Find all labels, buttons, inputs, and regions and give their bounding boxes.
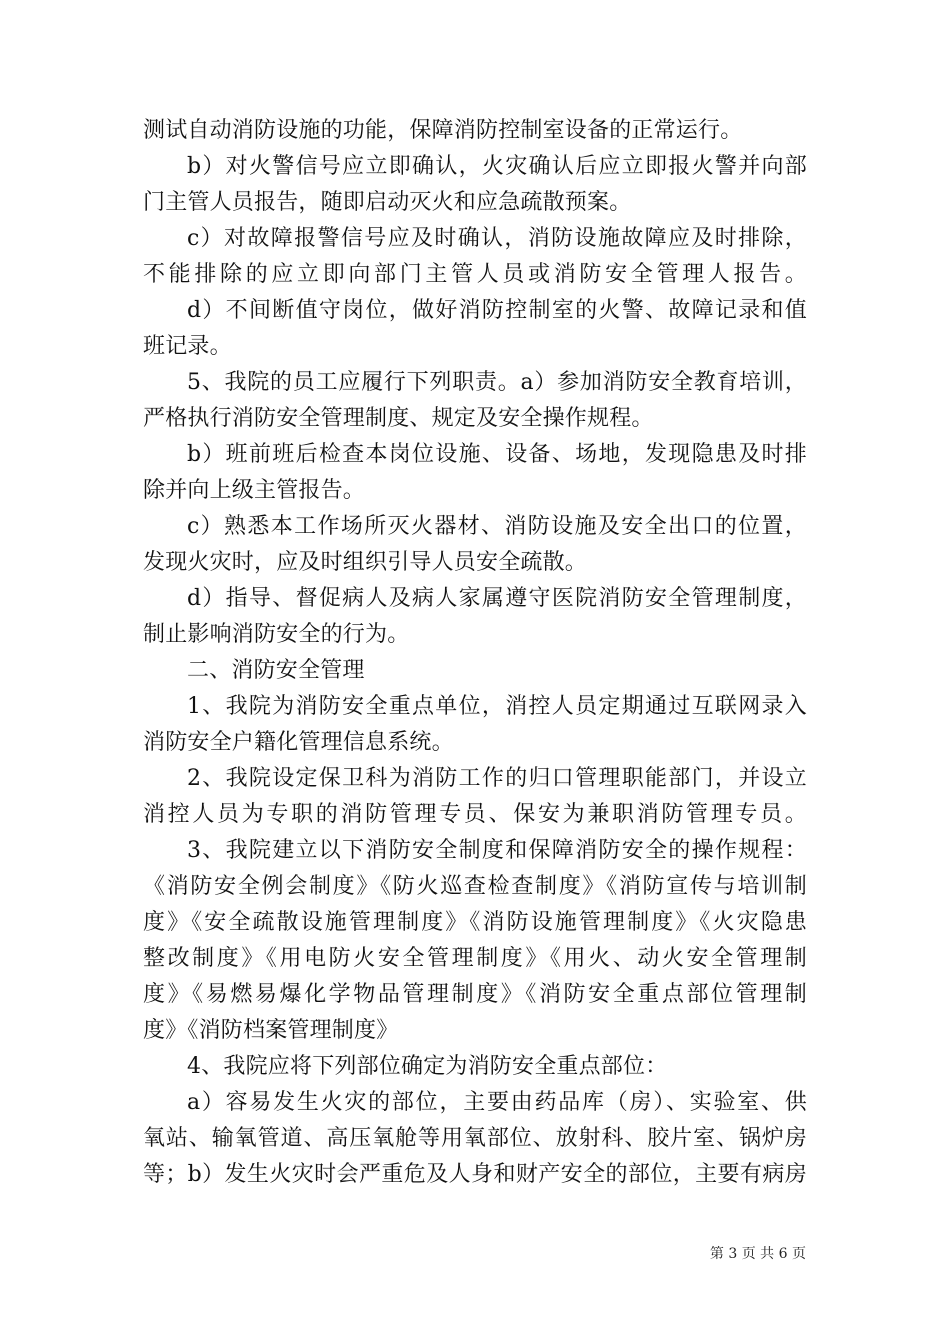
text-line: 度》《安全疏散设施管理制度》《消防设施管理制度》《火灾隐患	[143, 910, 807, 935]
text-line: d）不间断值守岗位，做好消防控制室的火警、故障记录和值	[187, 298, 807, 323]
text-line: 消防安全户籍化管理信息系统。	[143, 730, 454, 755]
text-line: 2、我院设定保卫科为消防工作的归口管理职能部门，并设立	[187, 766, 807, 791]
text-line: 严格执行消防安全管理制度、规定及安全操作规程。	[143, 406, 654, 431]
text-line: 测试自动消防设施的功能，保障消防控制室设备的正常运行。	[143, 118, 743, 143]
text-line: 门主管人员报告，随即启动灭火和应急疏散预案。	[143, 190, 632, 215]
text-line: 制止影响消防安全的行为。	[143, 622, 410, 647]
text-line: 4、我院应将下列部位确定为消防安全重点部位：	[187, 1054, 668, 1079]
text-line: d）指导、督促病人及病人家属遵守医院消防安全管理制度，	[187, 586, 807, 611]
text-line: 除并向上级主管报告。	[143, 478, 366, 503]
text-line: 《消防安全例会制度》《防火巡查检查制度》《消防宣传与培训制	[143, 874, 807, 899]
text-line: 5、我院的员工应履行下列职责。a）参加消防安全教育培训，	[187, 370, 807, 395]
text-line: 3、我院建立以下消防安全制度和保障消防安全的操作规程：	[187, 838, 807, 863]
document-body	[143, 113, 807, 1193]
text-line: 发现火灾时，应及时组织引导人员安全疏散。	[143, 550, 588, 575]
text-line: 班记录。	[143, 334, 232, 359]
text-line: 1、我院为消防安全重点单位，消控人员定期通过互联网录入	[187, 694, 807, 719]
text-line: 等；b）发生火灾时会严重危及人身和财产安全的部位，主要有病房	[143, 1162, 807, 1187]
text-line: 不能排除的应立即向部门主管人员或消防安全管理人报告。	[143, 262, 807, 287]
text-line: b）班前班后检查本岗位设施、设备、场地，发现隐患及时排	[187, 442, 807, 467]
text-line: c）熟悉本工作场所灭火器材、消防设施及安全出口的位置，	[187, 514, 807, 539]
text-line: 度》《消防档案管理制度》	[143, 1018, 399, 1043]
text-line: b）对火警信号应立即确认，火灾确认后应立即报火警并向部	[187, 154, 807, 179]
text-line: c）对故障报警信号应及时确认，消防设施故障应及时排除，	[187, 226, 807, 251]
text-line: 度》《易燃易爆化学物品管理制度》《消防安全重点部位管理制	[143, 982, 807, 1007]
text-line: 氧站、输氧管道、高压氧舱等用氧部位、放射科、胶片室、锅炉房	[143, 1126, 807, 1151]
text-line: 整改制度》《用电防火安全管理制度》《用火、动火安全管理制	[143, 946, 807, 971]
text-line: 消控人员为专职的消防管理专员、保安为兼职消防管理专员。	[143, 802, 807, 827]
text-line: a）容易发生火灾的部位，主要由药品库（房）、实验室、供	[187, 1090, 807, 1115]
page-number: 第 3 页 共 6 页	[709, 1246, 806, 1262]
section-heading: 二、消防安全管理	[187, 658, 365, 683]
